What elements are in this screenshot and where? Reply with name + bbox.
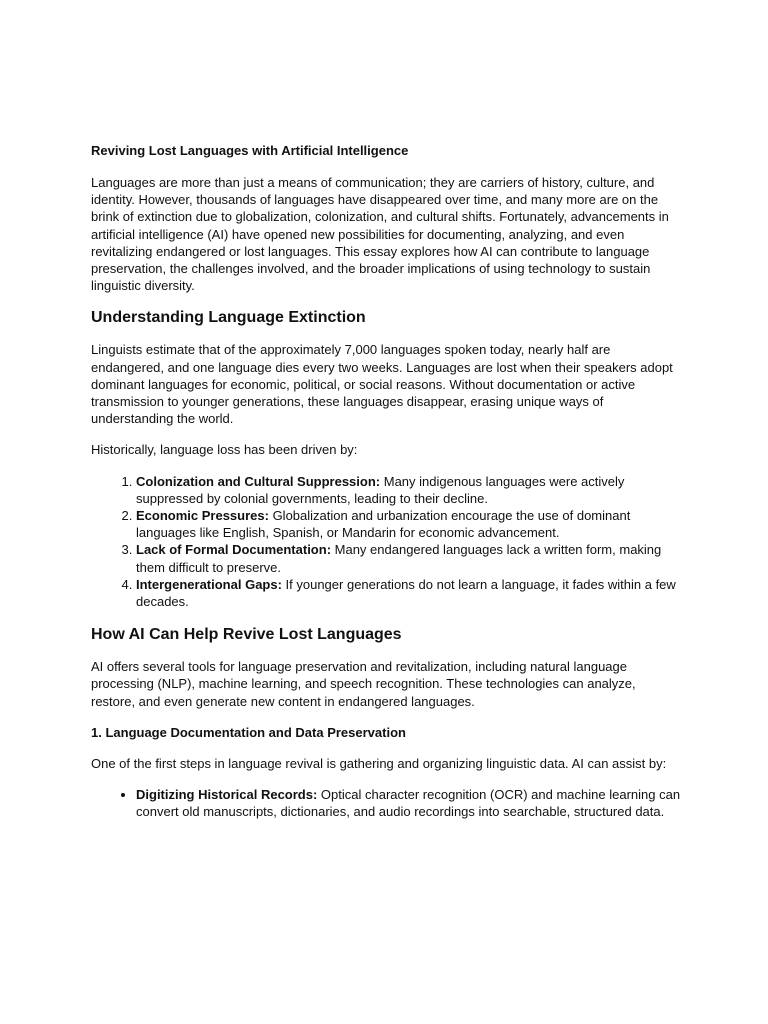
list-item [136,576,683,610]
cause-term: Colonization and Cultural Suppression: [136,473,381,489]
list-item [136,507,683,541]
document-page [91,142,683,835]
list-item [136,473,683,507]
extinction-paragraph: Linguists estimate that of the approximately 7,000 languages spoken today, nearly half are endangered, and one language dies every two weeks. Languages are lost when their speakers adopt dominant languages for economic, political, or social reasons. Without documentation or active transmission to younger generations, these languages disappear, erasing unique ways of understanding the world. [91,342,673,427]
list-item [136,541,683,575]
ai-assist-list [91,786,683,820]
intro-paragraph: Languages are more than just a means of communication; they are carriers of history, culture, and identity. However, thousands of languages have disappeared over time, and many more are on the brink of extinction due to globalization, colonization, and cultural shifts. Fortunately, advancements in artificial intelligence (AI) have opened new possibilities for documenting, analyzing, and even revitalizing endangered or lost languages. This essay explores how AI can contribute to language preservation, the challenges involved, and the broader implications of using technology to sustain linguistic diversity. [91,175,669,294]
cause-term: Economic Pressures: [136,508,269,524]
section-heading-language-extinction: Understanding Language Extinction [91,309,366,327]
cause-text: Many endangered languages lack a written form, making them difficult to preserve. [136,542,662,575]
bullet-text: Optical character recognition (OCR) and machine learning can convert old manuscripts, dictionaries, and audio recordings into searchable, structured data. [136,787,681,820]
section-heading-ai-help: How AI Can Help Revive Lost Languages [91,626,402,644]
cause-term: Lack of Formal Documentation: [136,542,332,558]
historical-loss-intro: Historically, language loss has been driven by: [91,442,358,458]
cause-term: Intergenerational Gaps: [136,576,282,592]
subsection-heading-documentation: 1. Language Documentation and Data Preservation [91,724,406,740]
documentation-paragraph: One of the first steps in language revival is gathering and organizing linguistic data. AI can assist by: [91,755,667,771]
cause-text: If younger generations do not learn a language, it fades within a few decades. [136,576,676,610]
cause-text: Many indigenous languages were actively suppressed by colonial governments, leading to their decline. [136,473,625,506]
bullet-term: Digitizing Historical Records: [136,787,318,803]
ai-tools-paragraph: AI offers several tools for language preservation and revitalization, including natural language processing (NLP), machine learning, and speech recognition. These technologies can analyze, restore, and even generate new content in endangered languages. [91,659,636,709]
causes-list [91,473,683,611]
document-title: Reviving Lost Languages with Artificial Intelligence [91,143,409,158]
list-item [136,786,683,820]
cause-text: Globalization and urbanization encourage the use of dominant languages like English, Spanish, or Mandarin for economic advancement. [136,508,631,541]
